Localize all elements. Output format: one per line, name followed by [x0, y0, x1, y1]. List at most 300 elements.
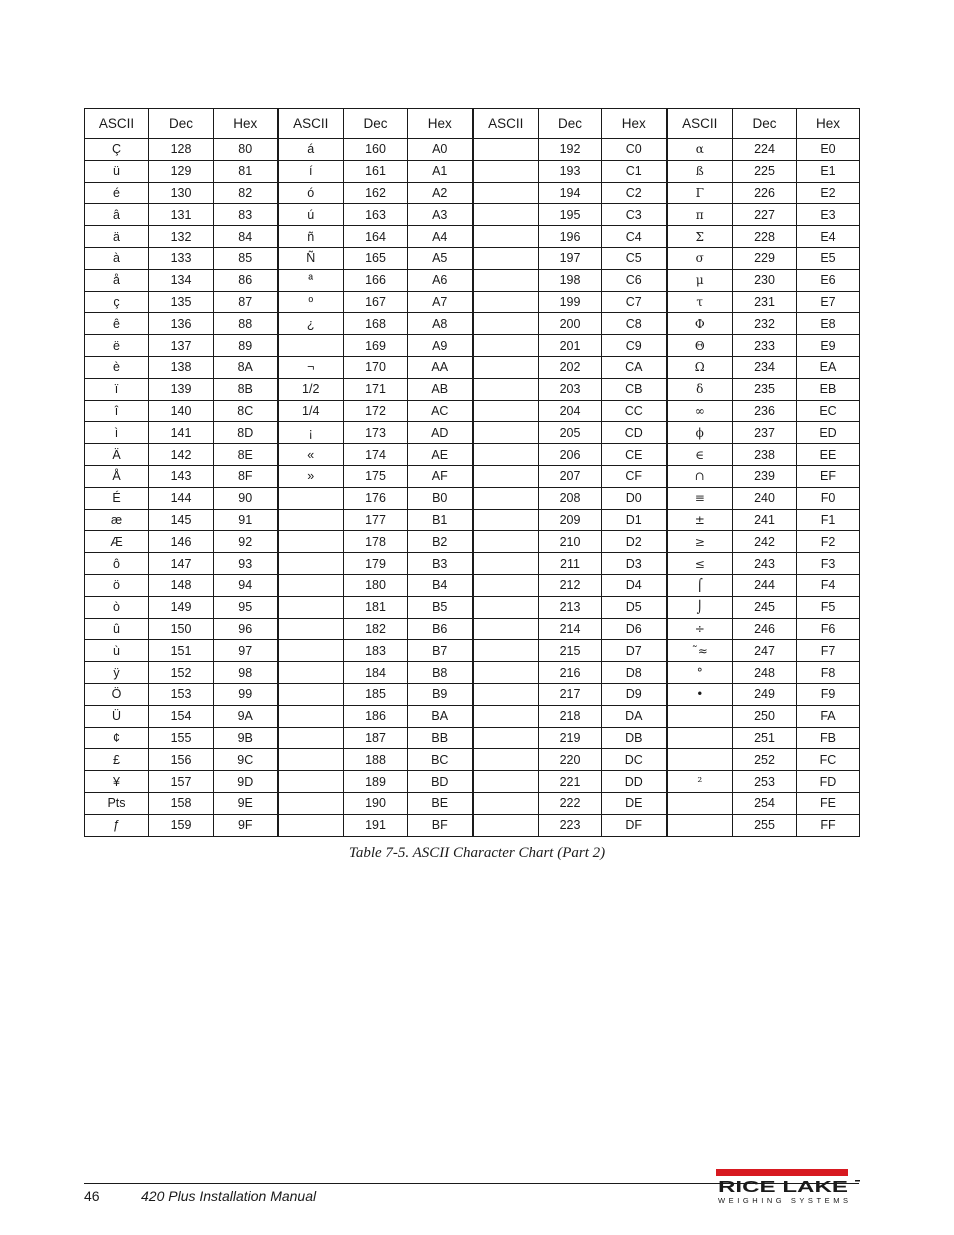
hex-cell: 9D	[214, 771, 278, 793]
ascii-cell: ì	[85, 422, 149, 444]
dec-cell: 225	[733, 160, 797, 182]
header-dec-2: Dec	[344, 109, 408, 139]
table-row	[85, 487, 860, 509]
table-row	[85, 814, 860, 836]
ascii-cell: °	[667, 662, 733, 684]
dec-cell: 253	[733, 771, 797, 793]
dec-cell: 151	[149, 640, 214, 662]
hex-cell: 85	[214, 247, 278, 269]
ascii-cell	[278, 640, 344, 662]
dec-cell: 179	[344, 553, 408, 575]
ascii-cell: Ü	[85, 705, 149, 727]
table-row	[85, 182, 860, 204]
dec-cell: 184	[344, 662, 408, 684]
logo-dash	[855, 1180, 860, 1182]
ascii-cell: à	[85, 247, 149, 269]
ascii-cell: ª	[278, 269, 344, 291]
dec-cell: 181	[344, 596, 408, 618]
table-row	[85, 662, 860, 684]
dec-cell: 154	[149, 705, 214, 727]
hex-cell: 96	[214, 618, 278, 640]
ascii-cell: ë	[85, 335, 149, 357]
ascii-cell: ∞	[667, 400, 733, 422]
ascii-cell	[473, 531, 539, 553]
hex-cell: DB	[602, 727, 667, 749]
ascii-cell	[278, 553, 344, 575]
hex-cell: D6	[602, 618, 667, 640]
dec-cell: 172	[344, 400, 408, 422]
table-row	[85, 269, 860, 291]
dec-cell: 187	[344, 727, 408, 749]
dec-cell: 213	[539, 596, 602, 618]
hex-cell: AF	[408, 465, 473, 487]
ascii-cell: æ	[85, 509, 149, 531]
hex-cell: 8D	[214, 422, 278, 444]
ascii-cell	[473, 792, 539, 814]
hex-cell: 93	[214, 553, 278, 575]
ascii-cell: Γ	[667, 182, 733, 204]
ascii-cell: •	[667, 683, 733, 705]
dec-cell: 157	[149, 771, 214, 793]
hex-cell: E0	[797, 139, 860, 161]
dec-cell: 143	[149, 465, 214, 487]
dec-cell: 219	[539, 727, 602, 749]
ascii-cell: ∩	[667, 465, 733, 487]
dec-cell: 171	[344, 378, 408, 400]
ascii-cell	[473, 269, 539, 291]
ascii-cell	[473, 618, 539, 640]
table-row	[85, 226, 860, 248]
hex-cell: FD	[797, 771, 860, 793]
hex-cell: E8	[797, 313, 860, 335]
rice-lake-logo-graphic	[716, 1169, 861, 1209]
ascii-cell: ≥	[667, 531, 733, 553]
dec-cell: 243	[733, 553, 797, 575]
dec-cell: 196	[539, 226, 602, 248]
hex-cell: 9E	[214, 792, 278, 814]
dec-cell: 228	[733, 226, 797, 248]
hex-cell: E3	[797, 204, 860, 226]
ascii-cell	[667, 814, 733, 836]
ascii-cell: ß	[667, 160, 733, 182]
dec-cell: 240	[733, 487, 797, 509]
dec-cell: 176	[344, 487, 408, 509]
ascii-cell: ¡	[278, 422, 344, 444]
ascii-cell	[473, 705, 539, 727]
dec-cell: 249	[733, 683, 797, 705]
ascii-cell	[473, 422, 539, 444]
header-dec-1: Dec	[149, 109, 214, 139]
ascii-cell: ≡	[667, 487, 733, 509]
hex-cell: BB	[408, 727, 473, 749]
hex-cell: B4	[408, 574, 473, 596]
hex-cell: DF	[602, 814, 667, 836]
ascii-cell: ¬	[278, 356, 344, 378]
table-row	[85, 422, 860, 444]
dec-cell: 226	[733, 182, 797, 204]
dec-cell: 137	[149, 335, 214, 357]
hex-cell: CD	[602, 422, 667, 444]
hex-cell: EE	[797, 444, 860, 466]
hex-cell: F7	[797, 640, 860, 662]
dec-cell: 190	[344, 792, 408, 814]
dec-cell: 183	[344, 640, 408, 662]
dec-cell: 155	[149, 727, 214, 749]
header-ascii-3: ASCII	[473, 109, 539, 139]
ascii-cell	[278, 618, 344, 640]
ascii-cell: ²	[667, 771, 733, 793]
ascii-cell	[473, 160, 539, 182]
hex-cell: A5	[408, 247, 473, 269]
ascii-cell	[278, 705, 344, 727]
hex-cell: 81	[214, 160, 278, 182]
dec-cell: 234	[733, 356, 797, 378]
hex-cell: E1	[797, 160, 860, 182]
table-row	[85, 160, 860, 182]
dec-cell: 142	[149, 444, 214, 466]
ascii-cell	[473, 182, 539, 204]
dec-cell: 247	[733, 640, 797, 662]
dec-cell: 217	[539, 683, 602, 705]
dec-cell: 193	[539, 160, 602, 182]
ascii-cell: π	[667, 204, 733, 226]
ascii-cell	[473, 487, 539, 509]
ascii-cell	[473, 356, 539, 378]
svg-text:RICE LAKE: RICE LAKE	[718, 1179, 849, 1196]
hex-cell: 90	[214, 487, 278, 509]
dec-cell: 218	[539, 705, 602, 727]
hex-cell: 92	[214, 531, 278, 553]
ascii-cell: á	[278, 139, 344, 161]
table-body	[85, 139, 860, 837]
hex-cell: C6	[602, 269, 667, 291]
ascii-cell	[473, 574, 539, 596]
ascii-cell: ÷	[667, 618, 733, 640]
ascii-cell	[473, 247, 539, 269]
ascii-cell: ϕ	[667, 422, 733, 444]
ascii-chart-table	[84, 108, 860, 837]
ascii-cell	[278, 792, 344, 814]
dec-cell: 182	[344, 618, 408, 640]
dec-cell: 156	[149, 749, 214, 771]
dec-cell: 252	[733, 749, 797, 771]
dec-cell: 208	[539, 487, 602, 509]
dec-cell: 245	[733, 596, 797, 618]
ascii-cell: ƒ	[85, 814, 149, 836]
hex-cell: FB	[797, 727, 860, 749]
dec-cell: 244	[733, 574, 797, 596]
hex-cell: 88	[214, 313, 278, 335]
ascii-cell: Ç	[85, 139, 149, 161]
dec-cell: 251	[733, 727, 797, 749]
hex-cell: D2	[602, 531, 667, 553]
ascii-cell: ó	[278, 182, 344, 204]
dec-cell: 242	[733, 531, 797, 553]
hex-cell: D1	[602, 509, 667, 531]
dec-cell: 206	[539, 444, 602, 466]
dec-cell: 128	[149, 139, 214, 161]
dec-cell: 178	[344, 531, 408, 553]
ascii-cell	[278, 335, 344, 357]
dec-cell: 174	[344, 444, 408, 466]
ascii-cell	[667, 749, 733, 771]
ascii-cell	[278, 509, 344, 531]
hex-cell: E7	[797, 291, 860, 313]
hex-cell: F6	[797, 618, 860, 640]
header-hex-4: Hex	[797, 109, 860, 139]
header-hex-1: Hex	[214, 109, 278, 139]
hex-cell: F4	[797, 574, 860, 596]
ascii-cell	[473, 400, 539, 422]
dec-cell: 255	[733, 814, 797, 836]
hex-cell: E2	[797, 182, 860, 204]
table-row	[85, 749, 860, 771]
manual-title: 420 Plus Installation Manual	[141, 1188, 317, 1204]
ascii-cell	[473, 139, 539, 161]
hex-cell: D7	[602, 640, 667, 662]
ascii-cell	[473, 640, 539, 662]
ascii-cell	[278, 771, 344, 793]
ascii-cell: »	[278, 465, 344, 487]
dec-cell: 232	[733, 313, 797, 335]
hex-cell: 97	[214, 640, 278, 662]
hex-cell: E6	[797, 269, 860, 291]
table-row	[85, 444, 860, 466]
dec-cell: 229	[733, 247, 797, 269]
hex-cell: C0	[602, 139, 667, 161]
dec-cell: 238	[733, 444, 797, 466]
table-row	[85, 400, 860, 422]
header-dec-3: Dec	[539, 109, 602, 139]
hex-cell: EF	[797, 465, 860, 487]
dec-cell: 211	[539, 553, 602, 575]
ascii-cell: º	[278, 291, 344, 313]
hex-cell: 8F	[214, 465, 278, 487]
dec-cell: 148	[149, 574, 214, 596]
dec-cell: 231	[733, 291, 797, 313]
ascii-cell: ¿	[278, 313, 344, 335]
ascii-cell: å	[85, 269, 149, 291]
table-row	[85, 291, 860, 313]
dec-cell: 149	[149, 596, 214, 618]
table-row	[85, 553, 860, 575]
hex-cell: 94	[214, 574, 278, 596]
ascii-cell: í	[278, 160, 344, 182]
hex-cell: CE	[602, 444, 667, 466]
dec-cell: 136	[149, 313, 214, 335]
dec-cell: 180	[344, 574, 408, 596]
ascii-cell	[473, 771, 539, 793]
ascii-cell: É	[85, 487, 149, 509]
hex-cell: BE	[408, 792, 473, 814]
hex-cell: F8	[797, 662, 860, 684]
ascii-cell: 1/2	[278, 378, 344, 400]
ascii-cell	[667, 792, 733, 814]
dec-cell: 236	[733, 400, 797, 422]
ascii-cell	[473, 749, 539, 771]
ascii-cell: Φ	[667, 313, 733, 335]
hex-cell: F2	[797, 531, 860, 553]
dec-cell: 246	[733, 618, 797, 640]
hex-cell: D3	[602, 553, 667, 575]
ascii-cell	[473, 553, 539, 575]
hex-cell: A7	[408, 291, 473, 313]
hex-cell: C2	[602, 182, 667, 204]
hex-cell: 8A	[214, 356, 278, 378]
hex-cell: C3	[602, 204, 667, 226]
dec-cell: 175	[344, 465, 408, 487]
header-ascii-2: ASCII	[278, 109, 344, 139]
table-header-row	[85, 109, 860, 139]
hex-cell: B1	[408, 509, 473, 531]
hex-cell: AD	[408, 422, 473, 444]
ascii-cell	[473, 335, 539, 357]
dec-cell: 239	[733, 465, 797, 487]
dec-cell: 166	[344, 269, 408, 291]
hex-cell: 8B	[214, 378, 278, 400]
ascii-cell: ê	[85, 313, 149, 335]
dec-cell: 254	[733, 792, 797, 814]
dec-cell: 250	[733, 705, 797, 727]
ascii-cell: ô	[85, 553, 149, 575]
ascii-cell	[473, 465, 539, 487]
table-row	[85, 618, 860, 640]
hex-cell: BC	[408, 749, 473, 771]
dec-cell: 173	[344, 422, 408, 444]
hex-cell: B5	[408, 596, 473, 618]
hex-cell: 9B	[214, 727, 278, 749]
dec-cell: 139	[149, 378, 214, 400]
table-row	[85, 531, 860, 553]
dec-cell: 161	[344, 160, 408, 182]
hex-cell: 91	[214, 509, 278, 531]
hex-cell: A1	[408, 160, 473, 182]
dec-cell: 192	[539, 139, 602, 161]
ascii-cell: ñ	[278, 226, 344, 248]
ascii-cell	[278, 596, 344, 618]
hex-cell: C4	[602, 226, 667, 248]
dec-cell: 164	[344, 226, 408, 248]
dec-cell: 144	[149, 487, 214, 509]
ascii-cell	[473, 226, 539, 248]
hex-cell: 82	[214, 182, 278, 204]
dec-cell: 205	[539, 422, 602, 444]
header-dec-4: Dec	[733, 109, 797, 139]
ascii-cell: ö	[85, 574, 149, 596]
ascii-cell: è	[85, 356, 149, 378]
ascii-cell: ï	[85, 378, 149, 400]
ascii-cell: μ	[667, 269, 733, 291]
ascii-cell: Ö	[85, 683, 149, 705]
ascii-cell	[278, 749, 344, 771]
rice-lake-logo	[716, 1169, 861, 1209]
dec-cell: 153	[149, 683, 214, 705]
hex-cell: A3	[408, 204, 473, 226]
hex-cell: EA	[797, 356, 860, 378]
hex-cell: E4	[797, 226, 860, 248]
table-row	[85, 640, 860, 662]
dec-cell: 222	[539, 792, 602, 814]
ascii-cell	[473, 378, 539, 400]
hex-cell: 99	[214, 683, 278, 705]
dec-cell: 191	[344, 814, 408, 836]
hex-cell: C9	[602, 335, 667, 357]
hex-cell: B0	[408, 487, 473, 509]
dec-cell: 158	[149, 792, 214, 814]
dec-cell: 207	[539, 465, 602, 487]
table-row	[85, 596, 860, 618]
ascii-cell: â	[85, 204, 149, 226]
hex-cell: F5	[797, 596, 860, 618]
hex-cell: AE	[408, 444, 473, 466]
dec-cell: 237	[733, 422, 797, 444]
hex-cell: C1	[602, 160, 667, 182]
dec-cell: 170	[344, 356, 408, 378]
ascii-cell	[667, 705, 733, 727]
ascii-cell: ú	[278, 204, 344, 226]
hex-cell: DE	[602, 792, 667, 814]
hex-cell: D9	[602, 683, 667, 705]
ascii-cell	[473, 444, 539, 466]
hex-cell: CB	[602, 378, 667, 400]
ascii-cell: ç	[85, 291, 149, 313]
hex-cell: F1	[797, 509, 860, 531]
ascii-cell	[278, 683, 344, 705]
dec-cell: 147	[149, 553, 214, 575]
ascii-cell: ±	[667, 509, 733, 531]
dec-cell: 195	[539, 204, 602, 226]
logo-red-bar	[716, 1169, 848, 1176]
hex-cell: F9	[797, 683, 860, 705]
hex-cell: B2	[408, 531, 473, 553]
dec-cell: 150	[149, 618, 214, 640]
dec-cell: 135	[149, 291, 214, 313]
ascii-cell: τ	[667, 291, 733, 313]
ascii-cell	[278, 574, 344, 596]
dec-cell: 210	[539, 531, 602, 553]
header-hex-3: Hex	[602, 109, 667, 139]
hex-cell: A2	[408, 182, 473, 204]
ascii-cell	[473, 204, 539, 226]
dec-cell: 130	[149, 182, 214, 204]
dec-cell: 233	[733, 335, 797, 357]
ascii-cell: ù	[85, 640, 149, 662]
hex-cell: EC	[797, 400, 860, 422]
dec-cell: 165	[344, 247, 408, 269]
ascii-cell: ⌠	[667, 574, 733, 596]
ascii-cell: Ä	[85, 444, 149, 466]
ascii-cell: Æ	[85, 531, 149, 553]
dec-cell: 129	[149, 160, 214, 182]
hex-cell: E9	[797, 335, 860, 357]
hex-cell: FA	[797, 705, 860, 727]
dec-cell: 203	[539, 378, 602, 400]
ascii-cell	[473, 683, 539, 705]
dec-cell: 200	[539, 313, 602, 335]
dec-cell: 202	[539, 356, 602, 378]
ascii-cell: ¥	[85, 771, 149, 793]
hex-cell: B9	[408, 683, 473, 705]
dec-cell: 215	[539, 640, 602, 662]
dec-cell: 140	[149, 400, 214, 422]
table-row	[85, 204, 860, 226]
table-row	[85, 509, 860, 531]
ascii-cell: ∈	[667, 444, 733, 466]
hex-cell: B6	[408, 618, 473, 640]
ascii-cell	[473, 509, 539, 531]
dec-cell: 220	[539, 749, 602, 771]
ascii-cell	[667, 727, 733, 749]
